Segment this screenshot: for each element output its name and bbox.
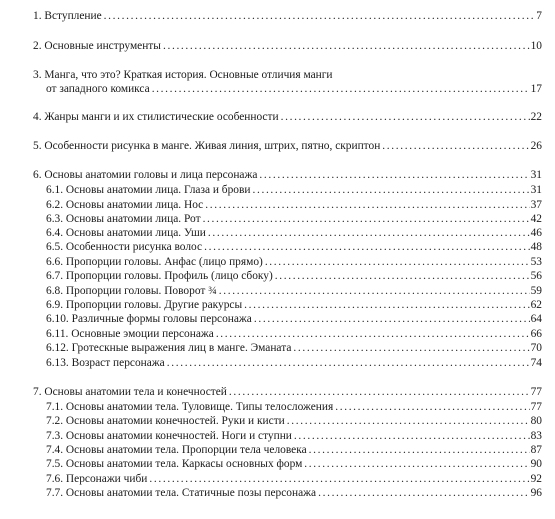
toc-entry-title: 5. Особенности рисунка в манге. Живая линия, штрих, пятно, скриптон bbox=[33, 140, 381, 152]
toc-entry-title: 7. Основы анатомии тела и конечностей bbox=[33, 386, 227, 398]
toc-entry-6-5[interactable] bbox=[46, 240, 542, 254]
toc-entry-page: 56 bbox=[530, 270, 542, 282]
dot-leader bbox=[216, 327, 530, 341]
toc-entry-title: 6.12. Гротескные выражения лиц в манге. Эманата bbox=[46, 342, 292, 354]
toc-entry-title: 7.2. Основы анатомии конечностей. Руки и кисти bbox=[46, 415, 285, 427]
dot-leader bbox=[219, 284, 530, 298]
toc-entry-3[interactable] bbox=[46, 82, 542, 96]
toc-entry-6-6[interactable] bbox=[46, 255, 542, 269]
toc-entry-title: 6.2. Основы анатомии лица. Нос bbox=[46, 199, 204, 211]
toc-entry-title: 7.4. Основы анатомии тела. Пропорции тела человека bbox=[46, 444, 307, 456]
dot-leader bbox=[204, 240, 530, 254]
toc-entry-title: 6.11. Основные эмоции персонажа bbox=[46, 328, 214, 340]
dot-leader bbox=[104, 9, 536, 23]
toc-entry-page: 90 bbox=[530, 458, 542, 470]
toc-entry-page: 46 bbox=[530, 227, 542, 239]
toc-entry-7-3[interactable] bbox=[46, 429, 542, 443]
toc-entry-title: 6.9. Пропорции головы. Другие ракурсы bbox=[46, 299, 243, 311]
toc-entry-6-3[interactable] bbox=[46, 212, 542, 226]
toc-entry-title: 4. Жанры манги и их стилистические особенности bbox=[33, 111, 279, 123]
toc-entry-page: 77 bbox=[530, 386, 542, 398]
toc-entry-title: 1. Вступление bbox=[33, 10, 102, 22]
toc-entry-page: 37 bbox=[530, 199, 542, 211]
dot-leader bbox=[335, 400, 529, 414]
toc-entry-page: 96 bbox=[530, 487, 542, 499]
toc-entry-page: 62 bbox=[530, 299, 542, 311]
toc-entry-7-2[interactable] bbox=[46, 414, 542, 428]
dot-leader bbox=[167, 356, 530, 370]
toc-entry-page: 7 bbox=[536, 10, 542, 22]
toc-entry-title: 7.1. Основы анатомии тела. Туловище. Типы телосложения bbox=[46, 401, 334, 413]
toc-entry-7-1[interactable] bbox=[46, 400, 542, 414]
toc-entry-page: 53 bbox=[530, 256, 542, 268]
toc-entry-title: 6. Основы анатомии головы и лица персонажа bbox=[33, 169, 258, 181]
dot-leader bbox=[163, 39, 530, 53]
dot-leader bbox=[208, 226, 530, 240]
toc-entry-page: 31 bbox=[530, 169, 542, 181]
toc-entry-page: 70 bbox=[530, 342, 542, 354]
toc-entry-title: 6.7. Пропорции головы. Профиль (лицо сбоку) bbox=[46, 270, 273, 282]
dot-leader bbox=[229, 385, 530, 399]
toc-entry-title: 6.1. Основы анатомии лица. Глаза и брови bbox=[46, 184, 251, 196]
toc-entry-page: 42 bbox=[530, 213, 542, 225]
toc-entry-page: 17 bbox=[530, 83, 542, 95]
dot-leader bbox=[203, 212, 530, 226]
toc-entry-title: 6.13. Возраст персонажа bbox=[46, 357, 165, 369]
toc-entry-page: 92 bbox=[530, 473, 542, 485]
toc-entry-6-12[interactable] bbox=[46, 341, 542, 355]
toc-entry-title: 6.8. Пропорции головы. Поворот ¾ bbox=[46, 285, 217, 297]
toc-entry-title: 6.3. Основы анатомии лица. Рот bbox=[46, 213, 201, 225]
toc-entry-page: 80 bbox=[530, 415, 542, 427]
toc-entry-6-11[interactable] bbox=[46, 327, 542, 341]
toc-entry-7-5[interactable] bbox=[46, 457, 542, 471]
dot-leader bbox=[259, 168, 529, 182]
toc-entry-page: 87 bbox=[530, 444, 542, 456]
dot-leader bbox=[275, 269, 530, 283]
toc-entry-page: 48 bbox=[530, 241, 542, 253]
dot-leader bbox=[304, 457, 529, 471]
dot-leader bbox=[254, 312, 530, 326]
toc-entry-7[interactable] bbox=[33, 385, 542, 399]
toc-entry-6-7[interactable] bbox=[46, 269, 542, 283]
dot-leader bbox=[382, 139, 529, 153]
toc-entry-3-line1[interactable]: 3. Манга, что это? Краткая история. Основные отличия манги bbox=[33, 69, 333, 81]
toc-entry-title: 6.10. Различные формы головы персонажа bbox=[46, 313, 252, 325]
toc-entry-title: 7.7. Основы анатомии тела. Статичные позы персонажа bbox=[46, 487, 317, 499]
toc-entry-5[interactable] bbox=[33, 139, 542, 153]
toc-entry-7-4[interactable] bbox=[46, 443, 542, 457]
dot-leader bbox=[152, 82, 530, 96]
dot-leader bbox=[287, 414, 530, 428]
dot-leader bbox=[252, 183, 529, 197]
dot-leader bbox=[205, 198, 529, 212]
toc-entry-page: 22 bbox=[530, 111, 542, 123]
dot-leader bbox=[318, 486, 530, 500]
toc-entry-title: 7.5. Основы анатомии тела. Каркасы основных форм bbox=[46, 458, 303, 470]
toc-entry-page: 64 bbox=[530, 313, 542, 325]
toc-entry-page: 26 bbox=[530, 140, 542, 152]
toc-entry-page: 74 bbox=[530, 357, 542, 369]
toc-entry-page: 31 bbox=[530, 184, 542, 196]
toc-entry-2[interactable] bbox=[33, 39, 542, 53]
toc-entry-6-4[interactable] bbox=[46, 226, 542, 240]
toc-entry-4[interactable] bbox=[33, 110, 542, 124]
toc-entry-title: от западного комикса bbox=[46, 83, 150, 95]
toc-entry-title: 6.4. Основы анатомии лица. Уши bbox=[46, 227, 206, 239]
toc-entry-page: 66 bbox=[530, 328, 542, 340]
toc-entry-6-9[interactable] bbox=[46, 298, 542, 312]
dot-leader bbox=[293, 341, 529, 355]
toc-entry-7-7[interactable] bbox=[46, 486, 542, 500]
dot-leader bbox=[149, 472, 529, 486]
toc-entry-6-13[interactable] bbox=[46, 356, 542, 370]
toc-entry-page: 59 bbox=[530, 285, 542, 297]
toc-entry-page: 83 bbox=[530, 430, 542, 442]
dot-leader bbox=[309, 443, 530, 457]
toc-entry-1[interactable] bbox=[33, 9, 542, 23]
toc-entry-page: 77 bbox=[530, 401, 542, 413]
toc-entry-6-8[interactable] bbox=[46, 284, 542, 298]
toc-entry-title: 2. Основные инструменты bbox=[33, 40, 161, 52]
toc-entry-page: 10 bbox=[530, 40, 542, 52]
dot-leader bbox=[294, 429, 530, 443]
toc-entry-title: 7.3. Основы анатомии конечностей. Ноги и ступни bbox=[46, 430, 292, 442]
dot-leader bbox=[281, 110, 530, 124]
toc-entry-6[interactable] bbox=[33, 168, 542, 182]
dot-leader bbox=[265, 255, 530, 269]
toc-entry-6-1[interactable] bbox=[46, 183, 542, 197]
toc-entry-title: 6.6. Пропорции головы. Анфас (лицо прямо) bbox=[46, 256, 263, 268]
dot-leader bbox=[244, 298, 529, 312]
toc-entry-7-6[interactable] bbox=[46, 472, 542, 486]
toc-entry-title: 6.5. Особенности рисунка волос bbox=[46, 241, 203, 253]
toc-entry-title: 7.6. Персонажи чиби bbox=[46, 473, 148, 485]
toc-entry-6-10[interactable] bbox=[46, 312, 542, 326]
toc-entry-6-2[interactable] bbox=[46, 198, 542, 212]
